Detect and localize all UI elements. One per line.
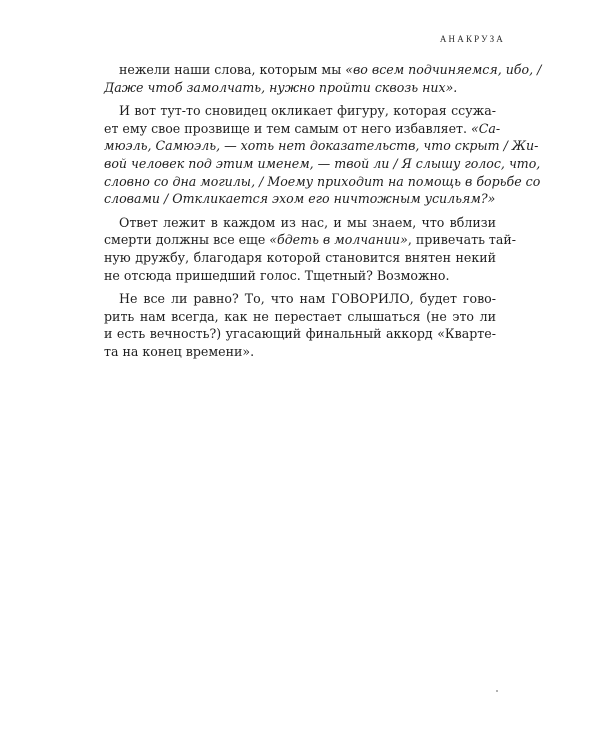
paragraph: [104, 61, 542, 96]
quoted-text: мюэль, Самюэль, — хоть нет доказательств, что скрыт / Жи-: [104, 138, 539, 154]
text-line: [104, 190, 496, 208]
text-segment: и есть вечность?) угасающий финальный аккорд «Кварте-: [104, 326, 496, 342]
text-line: [104, 102, 496, 120]
text-segment: та на конец времени».: [104, 343, 255, 359]
page-speck: [496, 690, 498, 692]
paragraph: [104, 214, 517, 284]
text-line: [104, 267, 496, 285]
text-segment: Не все ли равно? То, что нам ГОВОРИЛО, будет гово-: [119, 291, 496, 307]
text-segment: И вот тут-то сновидец окликает фигуру, которая ссужа-: [119, 103, 496, 119]
text-line: [104, 290, 496, 308]
text-segment: ет ему свое прозвище и тем самым от него избавляет.: [104, 120, 472, 136]
text-line: [104, 155, 541, 173]
running-header: АНАКРУЗА: [439, 34, 505, 44]
text-segment: Ответ лежит в каждом из нас, и мы знаем, что вблизи: [119, 214, 496, 230]
text-line: [104, 120, 501, 138]
paragraph: [104, 102, 541, 208]
text-segment: нежели наши слова, которым мы: [119, 62, 346, 77]
text-line: [104, 173, 541, 191]
text-segment: не отсюда пришедший голос. Тщетный? Возможно.: [104, 267, 450, 283]
text-line: [104, 343, 496, 361]
quoted-text: словно со дна могилы, / Моему приходит на помощь в борьбе со: [104, 173, 541, 189]
text-line: [104, 137, 539, 155]
text-segment: ную дружбу, благодаря которой становится внятен некий: [104, 249, 496, 265]
quoted-text: «Са-: [471, 120, 501, 136]
quoted-text: «бдеть в молчании»: [269, 232, 408, 248]
text-line: [104, 214, 496, 232]
text-line: [104, 249, 496, 267]
text-segment: , привечать тай-: [407, 232, 517, 248]
text-segment: смерти должны все еще: [104, 232, 270, 248]
text-line: [104, 61, 542, 79]
quoted-text: «во всем подчиняемся, ибо, /: [345, 62, 542, 77]
body-text: [104, 61, 542, 367]
text-line: [104, 231, 517, 249]
quoted-text: словами / Откликается эхом его ничтожным усильям?»: [104, 191, 496, 207]
paragraph: [104, 290, 496, 360]
quoted-text: Даже чтоб замолчать, нужно пройти сквозь них».: [104, 79, 458, 95]
text-line: [104, 79, 496, 97]
text-line: [104, 308, 496, 326]
text-segment: рить нам всегда, как не перестает слышаться (не это ли: [104, 308, 496, 324]
text-line: [104, 325, 496, 343]
quoted-text: вой человек под этим именем, — твой ли / Я слышу голос, что,: [104, 155, 541, 171]
